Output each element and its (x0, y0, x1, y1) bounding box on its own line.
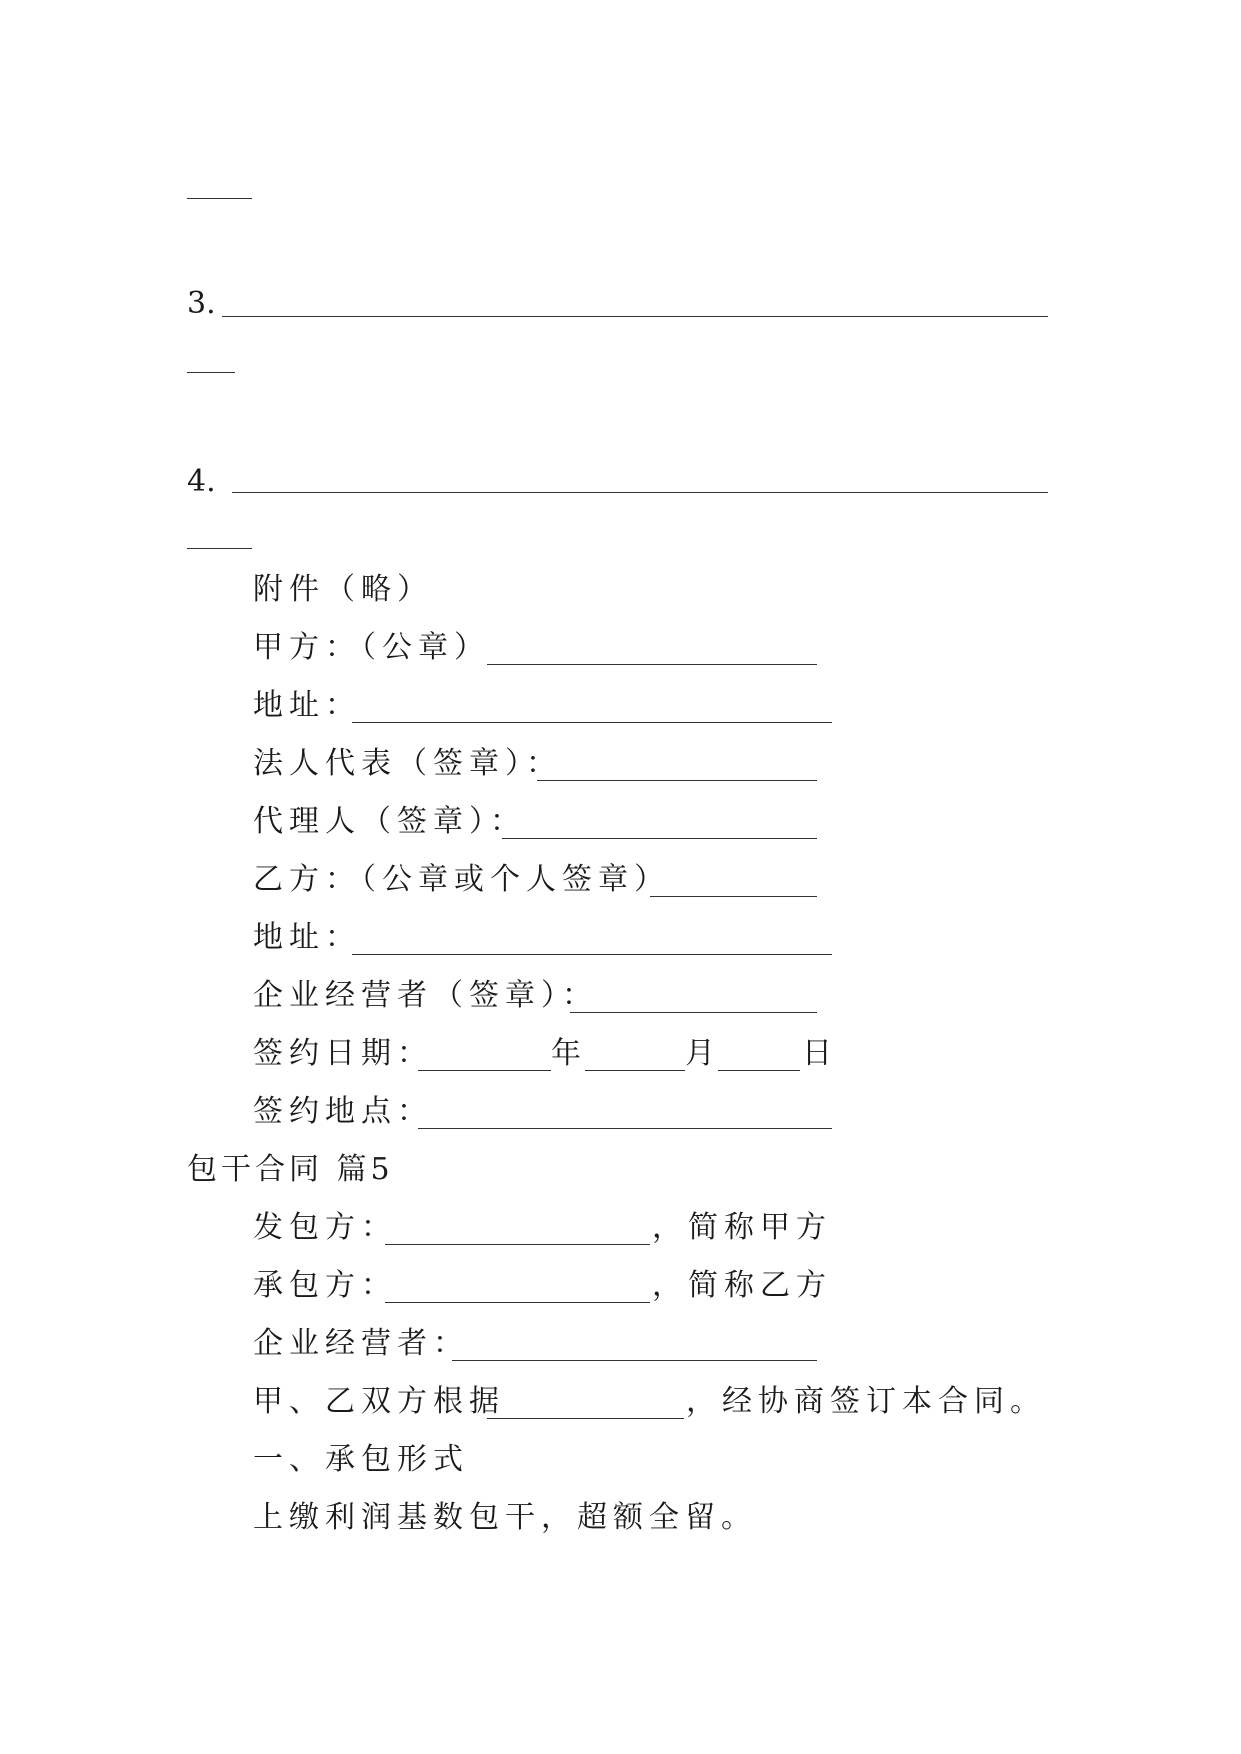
issuer-label: 发包方： (253, 1210, 397, 1245)
signing-place-label: 签约地点： (253, 1094, 433, 1129)
contractor-suffix: ，简称乙方 (652, 1268, 832, 1303)
issuer-suffix: ，简称甲方 (652, 1210, 832, 1245)
party-b-address-blank[interactable] (352, 954, 832, 955)
signing-year-blank[interactable] (418, 1070, 551, 1071)
signing-month-blank[interactable] (585, 1070, 685, 1071)
continuation-blank-top (187, 198, 252, 199)
item-3-blank-continued[interactable] (187, 372, 235, 373)
party-a-agent-label: 代理人（签章）： (253, 804, 526, 839)
party-a-seal-blank[interactable] (487, 664, 817, 665)
section-1-title: 一、承包形式 (253, 1442, 469, 1477)
party-b-operator-label: 企业经营者（签章）： (253, 978, 598, 1013)
party-a-address-blank[interactable] (352, 722, 832, 723)
item-4-blank[interactable] (232, 492, 1048, 493)
signing-place-blank[interactable] (418, 1128, 832, 1129)
basis-prefix: 甲、乙双方根据 (253, 1384, 505, 1419)
party-b-seal-blank[interactable] (650, 896, 817, 897)
signing-day-blank[interactable] (718, 1070, 800, 1071)
basis-suffix: ，经协商签订本合同。 (686, 1384, 1046, 1419)
party-a-agent-blank[interactable] (502, 838, 817, 839)
signing-day-unit: 日 (802, 1036, 838, 1071)
party-a-address-label: 地址： (253, 688, 361, 723)
section-1-body: 上缴利润基数包干，超额全留。 (253, 1500, 757, 1535)
operator-blank[interactable] (452, 1360, 817, 1361)
attachment-note: 附件（略） (253, 572, 433, 607)
party-a-legal-rep-blank[interactable] (537, 780, 817, 781)
party-b-address-label: 地址： (253, 920, 361, 955)
party-a-label: 甲方：（公章） (253, 630, 490, 665)
signing-date-label: 签约日期： (253, 1036, 433, 1071)
basis-blank[interactable] (487, 1418, 684, 1419)
contractor-blank[interactable] (385, 1302, 650, 1303)
signing-year-unit: 年 (551, 1036, 587, 1071)
party-b-operator-blank[interactable] (570, 1012, 817, 1013)
party-a-legal-rep-label: 法人代表（签章）： (253, 746, 562, 781)
party-b-label: 乙方：（公章或个人签章） (253, 862, 670, 897)
item-3-label: 3. (187, 286, 216, 321)
operator-label: 企业经营者： (253, 1326, 469, 1361)
issuer-blank[interactable] (385, 1244, 650, 1245)
item-3-blank[interactable] (222, 316, 1048, 317)
item-4-label: 4. (187, 464, 216, 499)
signing-month-unit: 月 (685, 1036, 721, 1071)
contract-5-heading: 包干合同 篇5 (187, 1152, 394, 1187)
item-4-blank-continued[interactable] (187, 548, 252, 549)
contractor-label: 承包方： (253, 1268, 397, 1303)
